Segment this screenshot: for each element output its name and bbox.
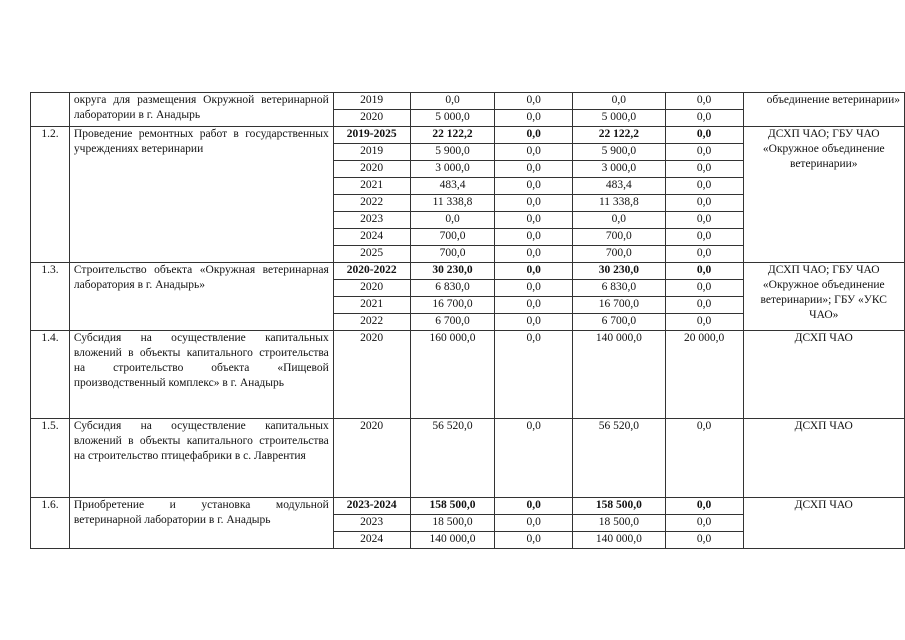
period-cell: 2021 (333, 178, 410, 195)
other-sources-cell: 0,0 (665, 246, 743, 263)
federal-budget-cell: 0,0 (495, 280, 573, 297)
regional-budget-cell: 483,4 (573, 178, 666, 195)
regional-budget-cell: 30 230,0 (573, 263, 666, 280)
total-amount-cell: 22 122,2 (410, 127, 495, 144)
other-sources-cell: 0,0 (665, 532, 743, 549)
activity-description: Субсидия на осуществление капитальных вложений в объекты капитального строительства на строительство птицефабрики в с. Лаврентия (69, 419, 333, 498)
federal-budget-cell: 0,0 (495, 127, 573, 144)
executor-cell: ДСХП ЧАО (743, 498, 904, 549)
executor-cell: ДСХП ЧАО (743, 331, 904, 419)
period-cell: 2023 (333, 515, 410, 532)
other-sources-cell: 0,0 (665, 212, 743, 229)
period-cell: 2023 (333, 212, 410, 229)
regional-budget-cell: 700,0 (573, 246, 666, 263)
period-cell: 2020-2022 (333, 263, 410, 280)
federal-budget-cell: 0,0 (495, 110, 573, 127)
table-row (31, 263, 905, 280)
federal-budget-cell: 0,0 (495, 195, 573, 212)
activity-description: Строительство объекта «Окружная ветеринарная лаборатория в г. Анадырь» (69, 263, 333, 331)
executor-cell: ДСХП ЧАО; ГБУ ЧАО «Окружное объединение ветеринарии» (743, 127, 904, 263)
row-index: 1.2. (31, 127, 70, 263)
other-sources-cell: 0,0 (665, 419, 743, 498)
federal-budget-cell: 0,0 (495, 297, 573, 314)
federal-budget-cell: 0,0 (495, 532, 573, 549)
period-cell: 2025 (333, 246, 410, 263)
other-sources-cell: 0,0 (665, 161, 743, 178)
regional-budget-cell: 3 000,0 (573, 161, 666, 178)
period-cell: 2020 (333, 110, 410, 127)
table-row (31, 331, 905, 419)
federal-budget-cell: 0,0 (495, 93, 573, 110)
other-sources-cell: 0,0 (665, 195, 743, 212)
regional-budget-cell: 140 000,0 (573, 532, 666, 549)
other-sources-cell: 0,0 (665, 229, 743, 246)
federal-budget-cell: 0,0 (495, 498, 573, 515)
federal-budget-cell: 0,0 (495, 331, 573, 419)
row-index: 1.4. (31, 331, 70, 419)
total-amount-cell: 18 500,0 (410, 515, 495, 532)
period-cell: 2024 (333, 532, 410, 549)
regional-budget-cell: 0,0 (573, 93, 666, 110)
federal-budget-cell: 0,0 (495, 161, 573, 178)
total-amount-cell: 6 700,0 (410, 314, 495, 331)
activity-description: Проведение ремонтных работ в государственных учреждениях ветеринарии (69, 127, 333, 263)
period-cell: 2023-2024 (333, 498, 410, 515)
other-sources-cell: 0,0 (665, 263, 743, 280)
regional-budget-cell: 22 122,2 (573, 127, 666, 144)
total-amount-cell: 5 000,0 (410, 110, 495, 127)
total-amount-cell: 0,0 (410, 93, 495, 110)
table-row (31, 127, 905, 144)
executor-cell: ДСХП ЧАО (743, 419, 904, 498)
regional-budget-cell: 0,0 (573, 212, 666, 229)
other-sources-cell: 0,0 (665, 297, 743, 314)
total-amount-cell: 30 230,0 (410, 263, 495, 280)
federal-budget-cell: 0,0 (495, 263, 573, 280)
regional-budget-cell: 158 500,0 (573, 498, 666, 515)
period-cell: 2024 (333, 229, 410, 246)
period-cell: 2020 (333, 280, 410, 297)
total-amount-cell: 158 500,0 (410, 498, 495, 515)
total-amount-cell: 140 000,0 (410, 532, 495, 549)
activity-description: Субсидия на осуществление капитальных вложений в объекты капитального строительства на строительство объекта «Пищевой производственный комплекс» в г. Анадырь (69, 331, 333, 419)
row-index: 1.3. (31, 263, 70, 331)
period-cell: 2019 (333, 93, 410, 110)
other-sources-cell: 0,0 (665, 515, 743, 532)
federal-budget-cell: 0,0 (495, 515, 573, 532)
regional-budget-cell: 6 700,0 (573, 314, 666, 331)
total-amount-cell: 16 700,0 (410, 297, 495, 314)
period-cell: 2020 (333, 161, 410, 178)
period-cell: 2022 (333, 195, 410, 212)
regional-budget-cell: 140 000,0 (573, 331, 666, 419)
other-sources-cell: 0,0 (665, 93, 743, 110)
other-sources-cell: 0,0 (665, 110, 743, 127)
other-sources-cell: 0,0 (665, 280, 743, 297)
row-index: 1.6. (31, 498, 70, 549)
period-cell: 2021 (333, 297, 410, 314)
federal-budget-cell: 0,0 (495, 229, 573, 246)
executor-cell: ДСХП ЧАО; ГБУ ЧАО «Окружное объединение ветеринарии»; ГБУ «УКС ЧАО» (743, 263, 904, 331)
regional-budget-cell: 5 000,0 (573, 110, 666, 127)
total-amount-cell: 700,0 (410, 246, 495, 263)
other-sources-cell: 20 000,0 (665, 331, 743, 419)
federal-budget-cell: 0,0 (495, 419, 573, 498)
table-row (31, 419, 905, 498)
table-row (31, 498, 905, 515)
regional-budget-cell: 700,0 (573, 229, 666, 246)
total-amount-cell: 11 338,8 (410, 195, 495, 212)
regional-budget-cell: 16 700,0 (573, 297, 666, 314)
table-row (31, 93, 905, 110)
total-amount-cell: 160 000,0 (410, 331, 495, 419)
period-cell: 2022 (333, 314, 410, 331)
period-cell: 2019-2025 (333, 127, 410, 144)
regional-budget-cell: 11 338,8 (573, 195, 666, 212)
activity-description: округа для размещения Окружной ветеринарной лаборатории в г. Анадырь (69, 93, 333, 127)
regional-budget-cell: 6 830,0 (573, 280, 666, 297)
total-amount-cell: 6 830,0 (410, 280, 495, 297)
federal-budget-cell: 0,0 (495, 144, 573, 161)
total-amount-cell: 0,0 (410, 212, 495, 229)
executor-cell: объединение ветеринарии» (743, 93, 904, 127)
other-sources-cell: 0,0 (665, 144, 743, 161)
row-index: 1.5. (31, 419, 70, 498)
other-sources-cell: 0,0 (665, 314, 743, 331)
total-amount-cell: 700,0 (410, 229, 495, 246)
total-amount-cell: 5 900,0 (410, 144, 495, 161)
row-index (31, 93, 70, 127)
federal-budget-cell: 0,0 (495, 314, 573, 331)
total-amount-cell: 483,4 (410, 178, 495, 195)
other-sources-cell: 0,0 (665, 498, 743, 515)
period-cell: 2019 (333, 144, 410, 161)
period-cell: 2020 (333, 331, 410, 419)
federal-budget-cell: 0,0 (495, 178, 573, 195)
budget-table (30, 92, 905, 549)
regional-budget-cell: 5 900,0 (573, 144, 666, 161)
federal-budget-cell: 0,0 (495, 212, 573, 229)
regional-budget-cell: 56 520,0 (573, 419, 666, 498)
period-cell: 2020 (333, 419, 410, 498)
activity-description: Приобретение и установка модульной ветеринарной лаборатории в г. Анадырь (69, 498, 333, 549)
total-amount-cell: 56 520,0 (410, 419, 495, 498)
regional-budget-cell: 18 500,0 (573, 515, 666, 532)
other-sources-cell: 0,0 (665, 178, 743, 195)
other-sources-cell: 0,0 (665, 127, 743, 144)
federal-budget-cell: 0,0 (495, 246, 573, 263)
total-amount-cell: 3 000,0 (410, 161, 495, 178)
